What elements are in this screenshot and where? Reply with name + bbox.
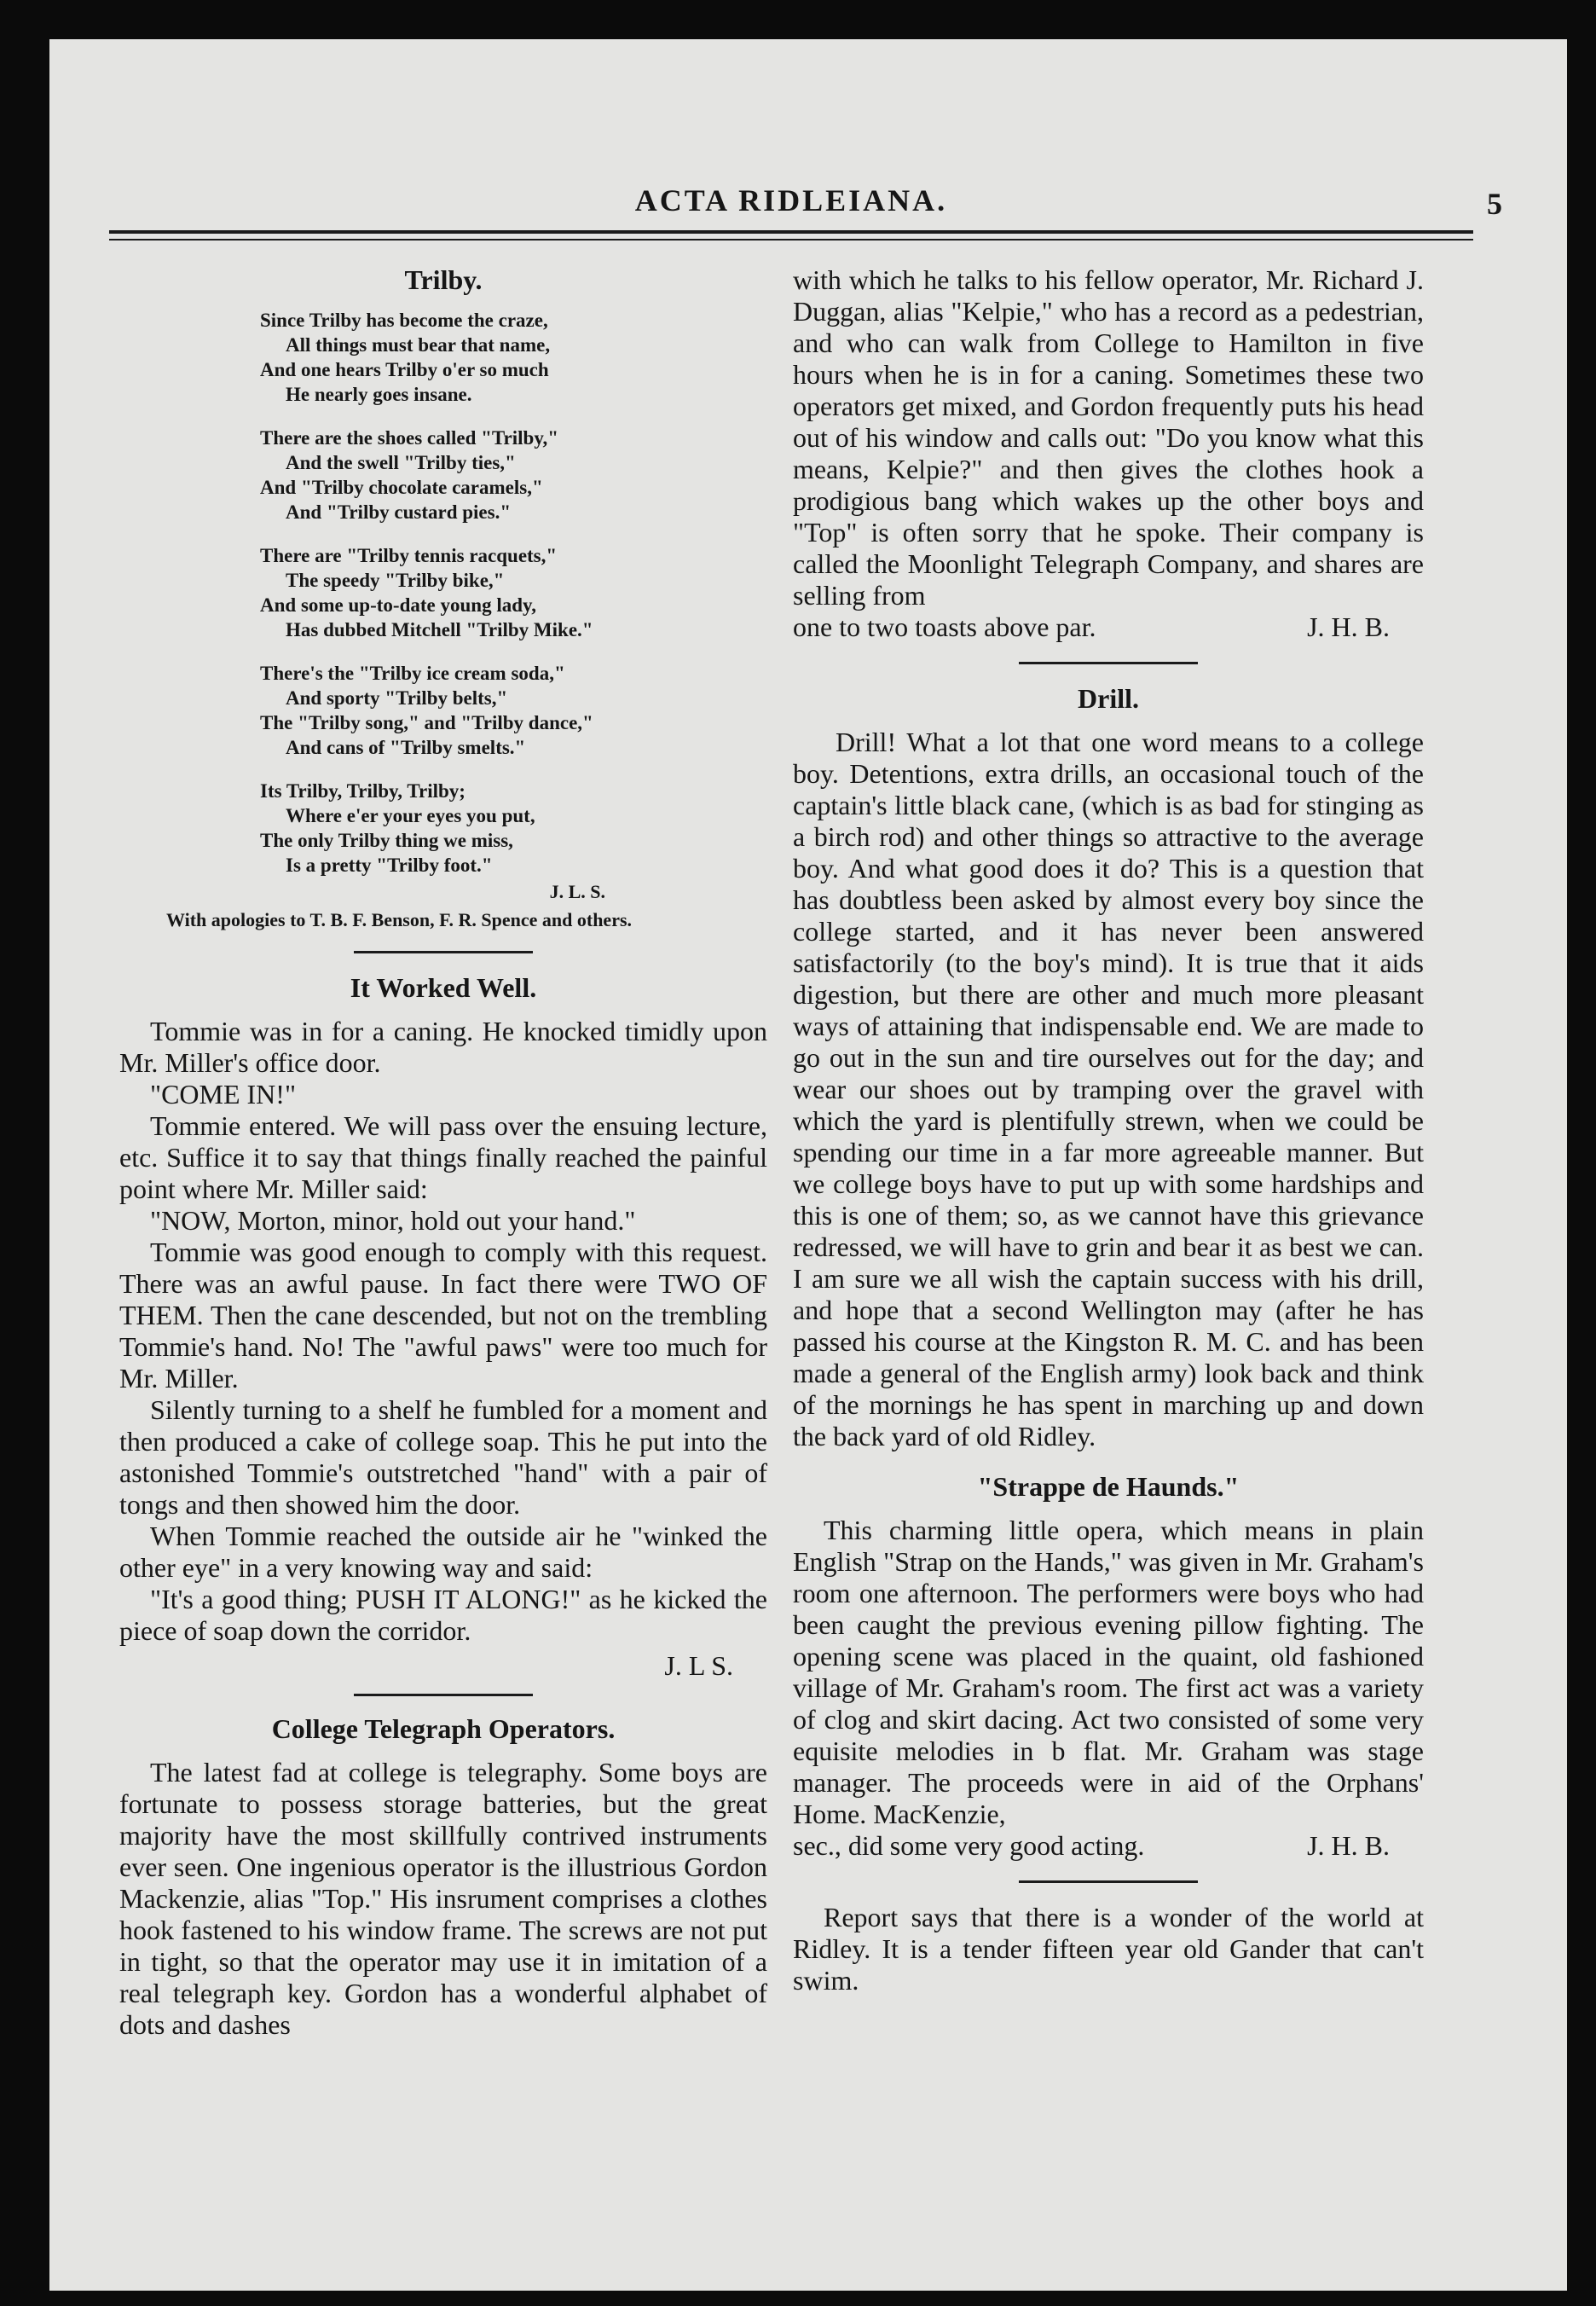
poem-line: All things must bear that name,: [286, 334, 551, 356]
poem-stanza: [260, 543, 767, 642]
article-title: College Telegraph Operators.: [271, 1713, 616, 1744]
section-divider: [354, 951, 533, 953]
article-report: [793, 1902, 1424, 1996]
poem-stanza: [260, 779, 767, 878]
article-signature: J. L. S.: [549, 881, 605, 902]
article-telegraph: [119, 1713, 767, 2041]
page-number: 5: [1487, 187, 1502, 221]
poem-line: He nearly goes insane.: [286, 384, 472, 405]
article-telegraph-continued: [793, 264, 1424, 643]
poem-line: And the swell "Trilby ties,": [286, 452, 516, 473]
page-header: [109, 145, 1502, 230]
poem-stanza: [260, 661, 767, 760]
section-divider: [354, 1694, 533, 1696]
article-worked-well: [119, 972, 767, 1682]
article-paragraph: Report says that there is a wonder of the world at Ridley. It is a tender fifteen year old Gander that can't swim.: [793, 1902, 1424, 1996]
article-paragraph: with which he talks to his fellow operator, Mr. Richard J. Duggan, alias "Kelpie," who has a record as a pedestrian, and who can walk from College to Hamilton in five hours when he is in for a caning. Sometimes these two operators get mixed, and Gordon frequently puts his head out of his window and calls out: "Do you know what this means, Kelpie?" and then gives the clothes hook a prodigious bang which wakes up the other boys and "Top" is often sorry that he spoke. Their company is called the Moonlight Telegraph Company, and shares are selling from: [793, 264, 1424, 611]
poem-line: And "Trilby custard pies.": [286, 501, 512, 523]
section-divider: [1019, 1880, 1198, 1883]
article-title: Drill.: [1078, 683, 1139, 714]
poem-line: And some up-to-date young lady,: [260, 594, 536, 616]
poem-line: And sporty "Trilby belts,": [286, 687, 508, 709]
article-signature: J. H. B.: [1307, 1830, 1390, 1861]
poem-line: Where e'er your eyes you put,: [286, 805, 535, 826]
article-paragraph: Drill! What a lot that one word means to a college boy. Detentions, extra drills, an occasional touch of the captain's little black cane, (which is as bad for stinging as a birch rod) and other things so attractive to the average boy. And what good does it do? This is a question that has doubtless been asked by almost every boy since the college started, and it has never been answered satisfactorily (to the boy's mind). It is true that it aids digestion, but there are other and much more pleasant ways of attaining that indispensable end. We are made to go out in the sun and tire ourselves out for the day; and wear our shoes out by tramping over the gravel with which the yard is plentifully strewn, when we could be spending our time in a far more agreeable manner. But we college boys have to put up with some hardships and this is one of them; so, as we cannot have this grievance redressed, we will have to grin and bear it as best we can. I am sure we all wish the captain success with his drill, and hope that a second Wellington may (after he has passed his course at the Kingston R. M. C. and has been made a general of the English army) look back and think of the mornings he has spent in marching up and down the back yard of old Ridley.: [793, 727, 1424, 1451]
signature-line: [793, 1830, 1424, 1862]
article-strappe: [793, 1471, 1424, 1862]
signature-line: [793, 611, 1424, 643]
article-paragraph: This charming little opera, which means in plain English "Strap on the Hands," was given in Mr. Graham's room one afternoon. The performers were boys who had been caught the previous evening pillow fighting. The opening scene was placed in the quaint, old fashioned village of Mr. Graham's room. The first act was a variety of clog and skirt dacing. Act two consisted of some very equisite melodies in b flat. Mr. Graham was stage manager. The proceeds were in aid of the Orphans' Home. MacKenzie,: [793, 1515, 1424, 1829]
poem-stanza: [260, 426, 767, 524]
article-title: It Worked Well.: [350, 972, 537, 1003]
apology-note: With apologies to T. B. F. Benson, F. R. Spence and others.: [166, 909, 633, 930]
poem-line: Since Trilby has become the craze,: [260, 310, 548, 331]
poem-line: There's the "Trilby ice cream soda,": [260, 663, 565, 684]
poem-line: The speedy "Trilby bike,": [286, 570, 505, 591]
poem-line: And cans of "Trilby smelts.": [286, 737, 526, 758]
poem-line: The "Trilby song," and "Trilby dance,": [260, 712, 593, 733]
closing-text: sec., did some very good acting.: [793, 1830, 1145, 1861]
article-paragraph: Tommie entered. We will pass over the ensuing lecture, etc. Suffice it to say that things finally reached the painful point where Mr. Miller said:: [119, 1110, 767, 1204]
article-paragraph: "NOW, Morton, minor, hold out your hand.": [150, 1205, 636, 1236]
article-paragraph: "It's a good thing; PUSH IT ALONG!" as he kicked the piece of soap down the corridor.: [119, 1584, 767, 1646]
poem-line: There are the shoes called "Trilby,": [260, 427, 559, 449]
poem-line: And "Trilby chocolate caramels,": [260, 477, 543, 498]
poem-line: There are "Trilby tennis racquets,": [260, 545, 558, 566]
header-rule-thin: [109, 239, 1473, 240]
article-paragraph: Tommie was good enough to comply with this request. There was an awful pause. In fact there were TWO OF THEM. Then the cane descended, but not on the trembling Tommie's hand. No! The "awful paws" were too much for Mr. Miller.: [119, 1237, 767, 1393]
article-paragraph: The latest fad at college is telegraphy. Some boys are fortunate to possess storage batteries, but the great majority have the most skillfully contrived instruments ever seen. One ingenious operator is the illustrious Gordon Mackenzie, alias "Top." His insrument comprises a clothes hook fastened to his window frame. The screws are not put in tight, so that the operator may use it in imitation of a real telegraph key. Gordon has a wonderful alphabet of dots and dashes: [119, 1757, 767, 2040]
running-head: ACTA RIDLEIANA.: [634, 183, 948, 217]
article-drill: [793, 683, 1424, 1452]
article-title: "Strappe de Haunds.": [977, 1471, 1240, 1502]
article-paragraph: Silently turning to a shelf he fumbled for a moment and then produced a cake of college soap. This he put into the astonished Tommie's outstretched "hand" with a pair of tongs and then showed him the door.: [119, 1394, 767, 1520]
poem-line: Is a pretty "Trilby foot.": [286, 855, 493, 876]
article-trilby: [119, 264, 767, 932]
section-divider: [1019, 662, 1198, 664]
article-signature: J. H. B.: [1307, 611, 1390, 642]
left-column: [119, 264, 767, 2041]
poem-line: Has dubbed Mitchell "Trilby Mike.": [286, 619, 593, 640]
poem-stanza: [260, 308, 767, 407]
article-signature: J. L S.: [664, 1650, 733, 1681]
article-paragraph: "COME IN!": [150, 1079, 296, 1110]
poem-line: And one hears Trilby o'er so much: [260, 359, 549, 380]
header-rule: [109, 230, 1473, 234]
article-paragraph: Tommie was in for a caning. He knocked timidly upon Mr. Miller's office door.: [119, 1016, 767, 1078]
poem-line: The only Trilby thing we miss,: [260, 830, 513, 851]
article-paragraph: When Tommie reached the outside air he "winked the other eye" in a very knowing way and said:: [119, 1521, 767, 1583]
poem-line: Its Trilby, Trilby, Trilby;: [260, 780, 466, 802]
closing-text: one to two toasts above par.: [793, 611, 1096, 642]
right-column: [793, 264, 1424, 1996]
article-title: Trilby.: [404, 264, 483, 295]
